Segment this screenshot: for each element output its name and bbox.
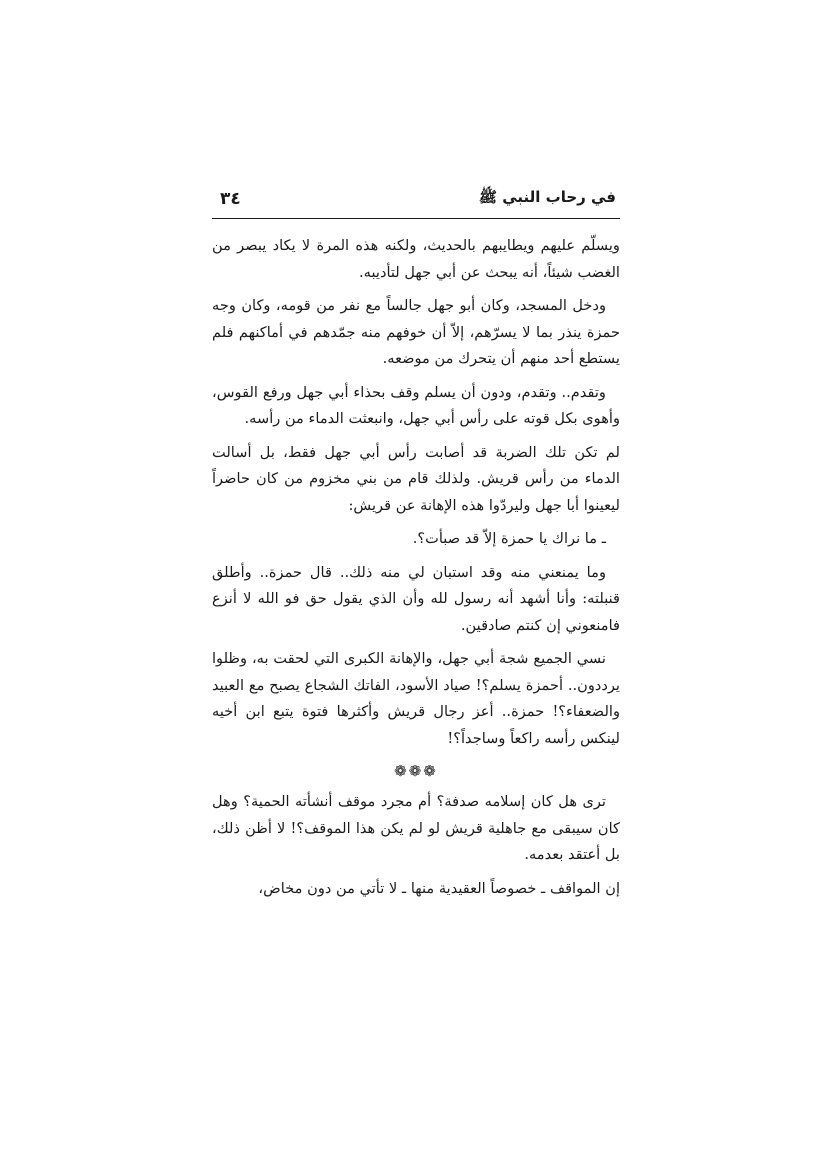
paragraph-4: لم تكن تلك الضربة قد أصابت رأس أبي جهل فقط، بل أسالت الدماء من رأس قريش. ولذلك قام من بني مخزوم من كان حاضراً ليعينوا أبا جهل وليردّوا هذه الإهانة عن قريش: (212, 443, 620, 514)
running-title: في رحاب النبي ﷺ (478, 188, 616, 206)
dialogue-line: ـ ما نراك يا حمزة إلاّ قد صبأت؟. (412, 530, 606, 547)
paragraph-8: إن المواقف ـ خصوصاً العقيدية منها ـ لا تأتي من دون مخاض، (258, 879, 620, 897)
paragraph-1: ويسلّم عليهم ويطايبهم بالحديث، ولكنه هذه المرة لا يكاد يبصر من الغضب شيئاً، أنه يبحث عن أبي جهل لتأديبه. (212, 237, 620, 281)
section-separator-ornament: ❁❁❁ (394, 762, 438, 780)
paragraph-7: ترى هل كان إسلامه صدفة؟ أم مجرد موقف أنشأته الحمية؟ وهل كان سيبقى مع جاهلية قريش لو لم يكن هذا الموقف؟! لا أظن ذلك، بل أعتقد بعدمه. (212, 793, 620, 863)
document-page (212, 186, 620, 909)
paragraph-2: ودخل المسجد، وكان أبو جهل جالساً مع نفر من قومه، وكان وجه حمزة ينذر بما لا يسرّهم، إلاّ أن خوفهم منه جمّدهم في أماكنهم فلم يستطع أحد منهم أن يتحرك من موضعه. (212, 297, 620, 367)
running-header (212, 186, 620, 219)
paragraph-3: وتقدم.. وتقدم، ودون أن يسلم وقف بحذاء أبي جهل ورفع القوس، وأهوى بكل قوته على رأس أبي جهل، وانبعثت الدماء من رأسه. (212, 383, 620, 427)
paragraph-6: نسي الجميع شجة أبي جهل، والإهانة الكبرى التي لحقت به، وظلوا يرددون.. أحمزة يسلم؟! صياد الأسود، الفاتك الشجاع يصبح مع العبيد والضعفاء؟! حمزة.. أعز رجال قريش وأكثرها فتوة يتبع ابن أخيه لينكس رأسه راكعاً وساجداً؟! (212, 650, 620, 747)
paragraph-5: وما يمنعني منه وقد استبان لي منه ذلك.. قال حمزة.. وأطلق قنبلته: وأنا أشهد أنه رسول لله وأن الذي يقول حق فو الله لا أنزع فامنعوني إن كنتم صادقين. (212, 563, 620, 634)
page-number: ٣٤ (220, 189, 241, 209)
